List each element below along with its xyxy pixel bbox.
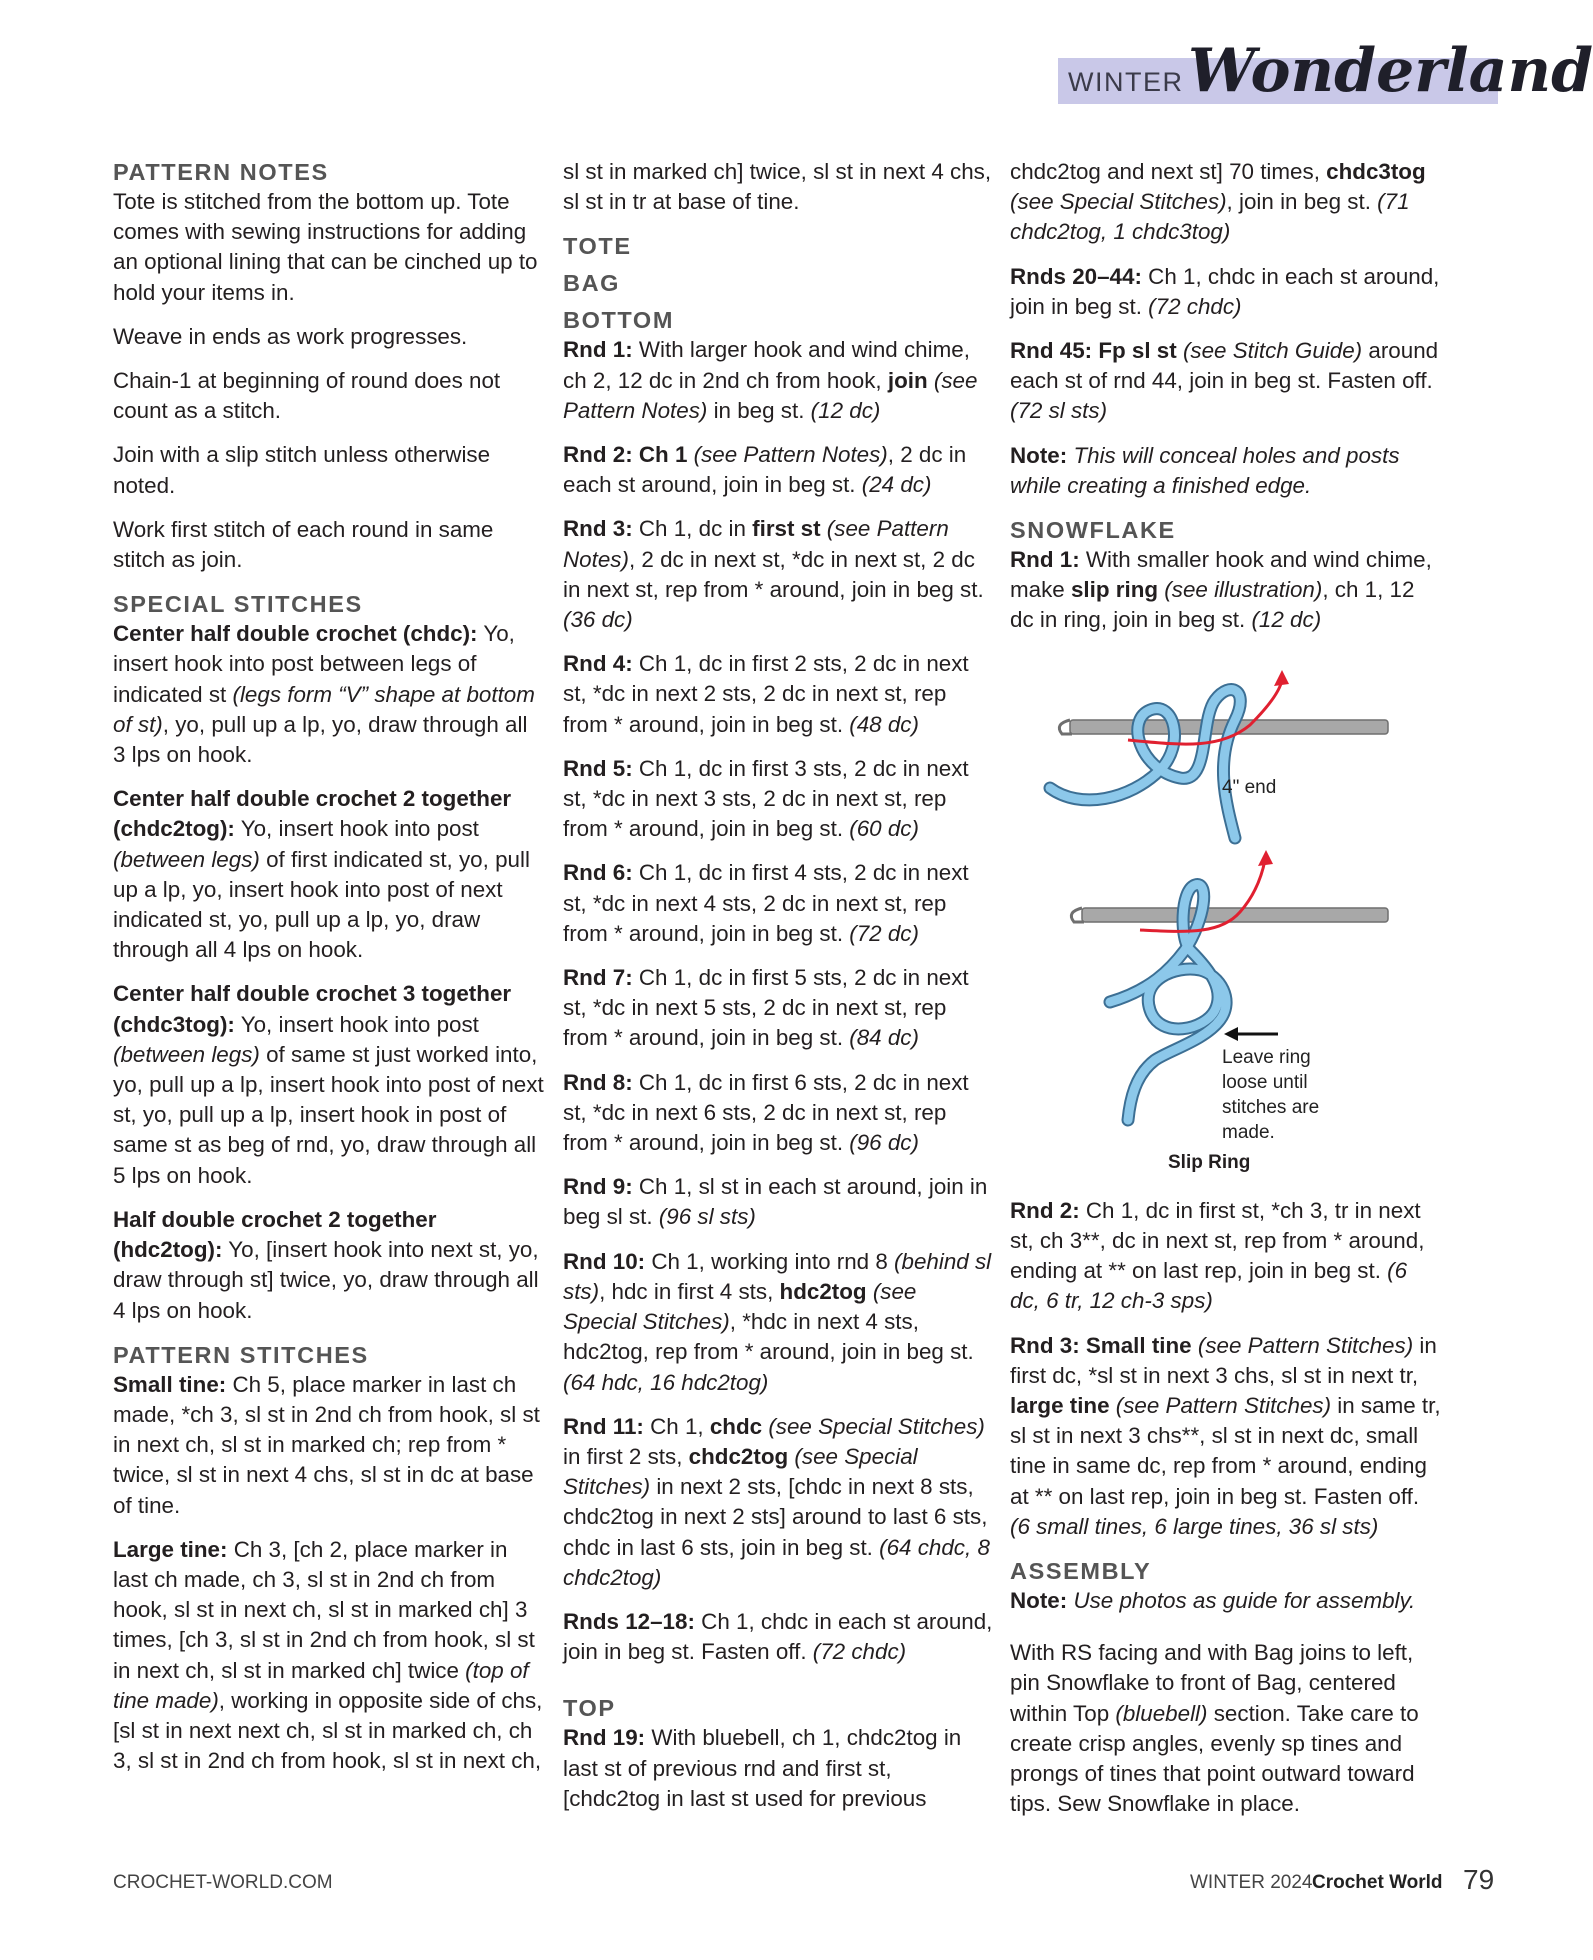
label-leave-ring-2: loose until — [1222, 1071, 1308, 1093]
banner-winter: WINTER — [1068, 67, 1184, 97]
round-19: Rnd 19: With bluebell, ch 1, chdc2tog in last st of previous rnd and first st, [chdc2tog in last st used for previous — [563, 1725, 962, 1811]
footer-website: CROCHET-WORLD.COM — [113, 1872, 333, 1893]
footer-magazine: Crochet World — [1312, 1872, 1443, 1893]
rounds-20-44: Rnds 20–44: Ch 1, chdc in each st around, join in beg st. (72 chdc) — [1010, 263, 1440, 319]
rounds-12-18: Rnds 12–18: Ch 1, chdc in each st around, join in beg st. Fasten off. (72 chdc) — [563, 1608, 993, 1665]
note-paragraph: Weave in ends as work progresses. — [113, 323, 468, 349]
snowflake-round-1: Rnd 1: With smaller hook and wind chime, make slip ring (see illustration), ch 1, 12 dc in ring, join in beg st. (12 dc) — [1010, 547, 1432, 633]
heading-top: TOP — [563, 1695, 616, 1722]
heading-bottom: BOTTOM — [563, 307, 674, 334]
label-leave-ring-1: Leave ring — [1222, 1046, 1311, 1068]
note-paragraph: Work first stitch of each round in same stitch as join. — [113, 516, 494, 573]
round-1: Rnd 1: With larger hook and wind chime, ch 2, 12 dc in 2nd ch from hook, join (see Pattern Notes) in beg st. (12 dc) — [563, 337, 978, 423]
round-4: Rnd 4: Ch 1, dc in first 2 sts, 2 dc in next st, *dc in next 2 sts, 2 dc in next st, rep from * around, join in beg st. (48 dc) — [563, 651, 969, 737]
snowflake-round-3: Rnd 3: Small tine (see Pattern Stitches) in first dc, *sl st in next 3 chs, sl st in next tr, large tine (see Pattern Stitches) in same tr, sl st in next 3 chs**, sl st in next dc, small tine in same dc, rep from * around, ending at ** on last rep, join in beg st. Fasten off. (6 small tines, 6 large tines, 36 sl sts) — [1010, 1332, 1441, 1539]
heading-bag: BAG — [563, 270, 621, 297]
edge-note: Note: This will conceal holes and posts while creating a finished edge. — [1010, 442, 1400, 498]
round-3: Rnd 3: Ch 1, dc in first st (see Pattern Notes), 2 dc in next st, *dc in next st, 2 dc in next st, rep from * around, join in beg st. (36 dc) — [563, 516, 984, 633]
round-7: Rnd 7: Ch 1, dc in first 5 sts, 2 dc in next st, *dc in next 5 sts, 2 dc in next st, rep from * around, join in beg st. (84 dc) — [563, 965, 969, 1051]
assembly-note: Note: Use photos as guide for assembly. — [1010, 1588, 1416, 1614]
heading-pattern-stitches: PATTERN STITCHES — [113, 1341, 369, 1368]
stitch-large-tine: Large tine: Ch 3, [ch 2, place marker in last ch made, ch 3, sl st in 2nd ch from hook, sl st in next ch, sl st in marked ch] 3 times, [ch 3, sl st in 2nd ch from hook, sl st in next ch, sl st in marked ch] twice (top of tine made), working in opposite side of chs, [sl st in next next ch, sl st in marked ch, ch 3, sl st in 2nd ch from hook, sl st in next ch, — [113, 1536, 543, 1774]
banner-wonderland: Wonderland — [1188, 36, 1593, 106]
heading-assembly: ASSEMBLY — [1010, 1558, 1152, 1585]
arrowhead-bottom — [1258, 850, 1273, 866]
heading-pattern-notes: PATTERN NOTES — [113, 159, 329, 185]
stitch-chdc: Center half double crochet (chdc): Yo, insert hook into post between legs of indicated st (legs form “V” shape at bottom of st), yo, pull up a lp, yo, draw through all 3 lps on hook. — [113, 621, 535, 768]
round-19-continued: chdc2tog and next st] 70 times, chdc3tog (see Special Stitches), join in beg st. (71 chdc2tog, 1 chdc3tog) — [1010, 159, 1426, 245]
note-paragraph: Chain-1 at beginning of round does not count as a stitch. — [113, 368, 501, 424]
stitch-small-tine: Small tine: Ch 5, place marker in last ch made, *ch 3, sl st in 2nd ch from hook, sl st in next ch, sl st in marked ch; rep from * twice, sl st in next 4 chs, sl st in dc at base of tine. — [113, 1371, 540, 1518]
heading-snowflake: SNOWFLAKE — [1010, 517, 1176, 544]
page-number: 79 — [1463, 1864, 1495, 1895]
snowflake-round-2: Rnd 2: Ch 1, dc in first st, *ch 3, tr in next st, ch 3**, dc in next st, rep from * around, ending at ** on last rep, join in beg st. (6 dc, 6 tr, 12 ch-3 sps) — [1010, 1197, 1425, 1314]
stitch-chdc3tog: Center half double crochet 3 together (chdc3tog): Yo, insert hook into post (between legs) of same st just worked into, yo, pull up a lp, insert hook into post of next st, yo, pull up a lp, insert hook in post of same st as beg of rnd, yo, draw through all 5 lps on hook. — [113, 981, 544, 1188]
column-2 — [563, 157, 993, 1828]
column-3 — [1010, 157, 1442, 1834]
round-10: Rnd 10: Ch 1, working into rnd 8 (behind sl sts), hdc in first 4 sts, hdc2tog (see Special Stitches), *hdc in next 4 sts, hdc2tog, rep from * around, join in beg st. (64 hdc, 16 hdc2tog) — [563, 1248, 992, 1395]
round-9: Rnd 9: Ch 1, sl st in each st around, join in beg sl st. (96 sl sts) — [563, 1174, 988, 1230]
label-leave-ring-3: stitches are — [1222, 1096, 1320, 1118]
label-4in-end: 4" end — [1222, 776, 1277, 798]
stitch-hdc2tog: Half double crochet 2 together (hdc2tog): Yo, [insert hook into next st, yo, draw through st] twice, yo, draw through all 4 lps on hook. — [113, 1206, 539, 1323]
slip-ring-illustration — [1010, 650, 1442, 1150]
round-11: Rnd 11: Ch 1, chdc (see Special Stitches) in first 2 sts, chdc2tog (see Special Stitches) in next 2 sts, [chdc in next 8 sts, chdc2tog in next 2 sts] around to last 6 sts, chdc in last 6 sts, join in beg st. (64 chdc, 8 chdc2tog) — [563, 1413, 990, 1590]
assembly-instructions: With RS facing and with Bag joins to left, pin Snowflake to front of Bag, centered within Top (bluebell) section. Take care to create crisp angles, evenly sp tines and prongs of tines that point outward toward tips. Sew Snowflake in place. — [1010, 1640, 1419, 1817]
section-banner — [1058, 36, 1593, 106]
column-1 — [113, 157, 545, 1790]
round-45: Rnd 45: Fp sl st (see Stitch Guide) around each st of rnd 44, join in beg st. Fasten off. (72 sl sts) — [1010, 338, 1439, 424]
note-paragraph: Join with a slip stitch unless otherwise noted. — [113, 442, 491, 498]
pointer-arrowhead — [1224, 1027, 1238, 1041]
label-leave-ring-4: made. — [1222, 1121, 1275, 1143]
arrowhead-top — [1274, 670, 1289, 686]
illustration-caption: Slip Ring — [1168, 1151, 1251, 1173]
round-6: Rnd 6: Ch 1, dc in first 4 sts, 2 dc in next st, *dc in next 4 sts, 2 dc in next st, rep from * around, join in beg st. (72 dc) — [563, 860, 969, 946]
note-paragraph: Tote is stitched from the bottom up. Tote comes with sewing instructions for adding an optional lining that can be cinched up to hold your items in. — [113, 189, 538, 305]
stitch-chdc2tog: Center half double crochet 2 together (chdc2tog): Yo, insert hook into post (between legs) of first indicated st, yo, pull up a lp, yo, insert hook into post of next indicated st, yo, pull up a lp, yo, draw through all 4 lps on hook. — [113, 786, 530, 963]
round-5: Rnd 5: Ch 1, dc in first 3 sts, 2 dc in next st, *dc in next 3 sts, 2 dc in next st, rep from * around, join in beg st. (60 dc) — [563, 755, 969, 842]
heading-special-stitches: SPECIAL STITCHES — [113, 591, 363, 618]
heading-tote: TOTE — [563, 233, 632, 260]
footer-issue: WINTER 2024 — [1190, 1872, 1313, 1893]
round-8: Rnd 8: Ch 1, dc in first 6 sts, 2 dc in next st, *dc in next 6 sts, 2 dc in next st, rep from * around, join in beg st. (96 dc) — [563, 1069, 969, 1156]
round-2: Rnd 2: Ch 1 (see Pattern Notes), 2 dc in each st around, join in beg st. (24 dc) — [563, 442, 967, 498]
continued-text: sl st in marked ch] twice, sl st in next 4 chs, sl st in tr at base of tine. — [563, 159, 992, 215]
